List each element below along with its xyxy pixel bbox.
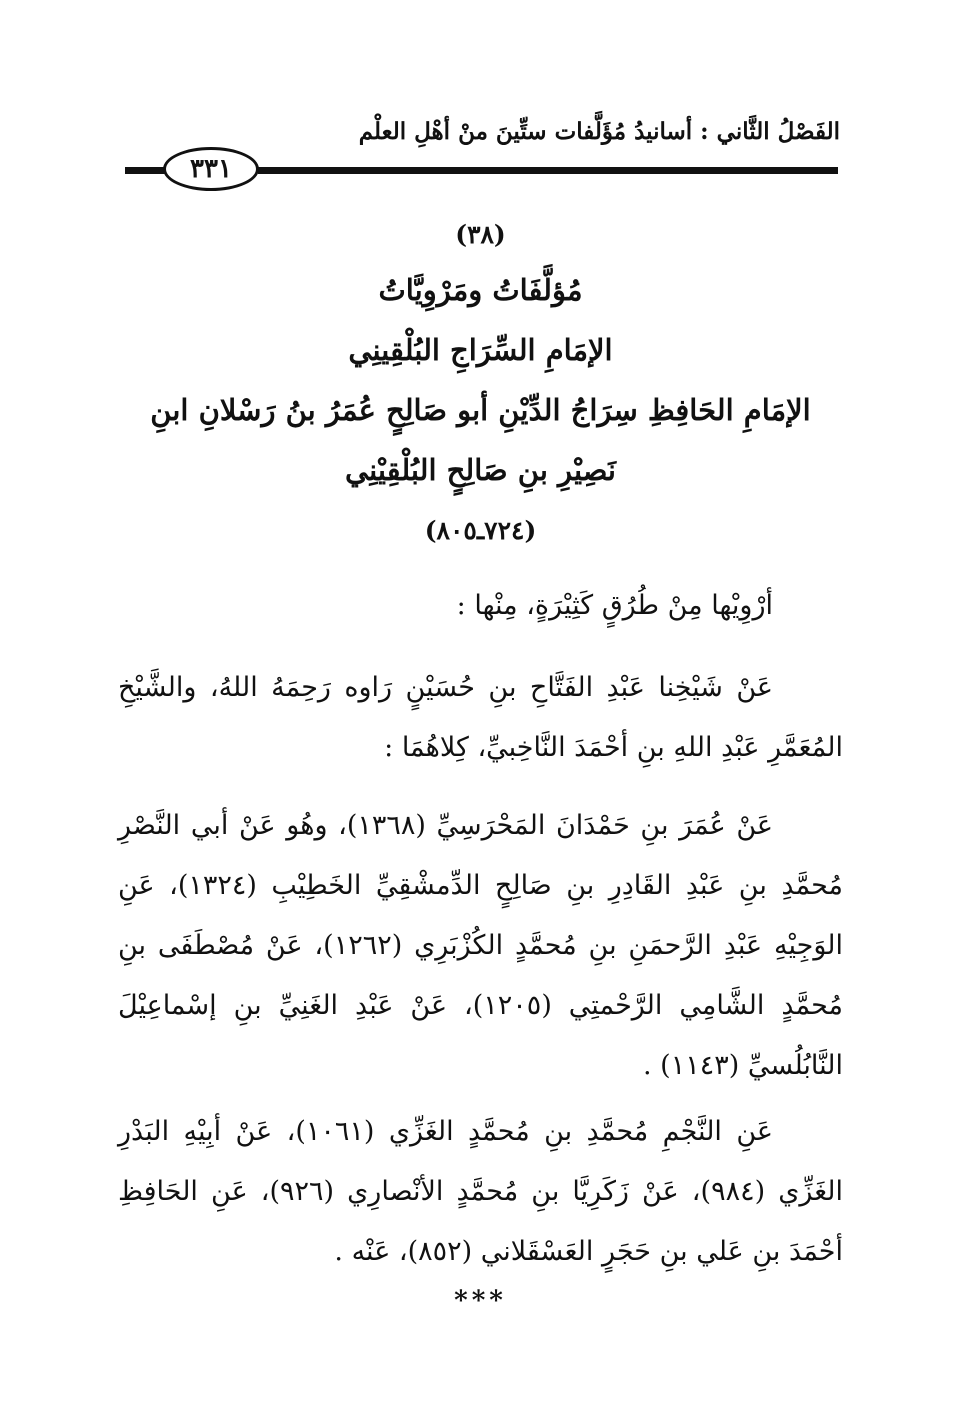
page-content — [118, 210, 843, 1316]
intro-paragraph: أرْوِيْها مِنْ طُرُقٍ كَثِيْرَةٍ، مِنْها : — [456, 590, 773, 621]
running-header-title: الفَصْلُ الثَّاني : أسانيدُ مُؤَلَّفات ستِّينَ منْ أهْلِ العلْم — [358, 118, 840, 145]
page-number-badge — [163, 147, 259, 191]
chain-paragraph-1: عَنْ شَيْخِنا عَبْدِ الفَتَّاحِ بنِ حُسَيْنٍ رَاوه رَحِمَهُ اللهُ، والشَّيْخِ المُعَمَّرِ عَبْدِ اللهِ بنِ أحْمَدَ النَّاخِبيِّ، كِلاهُمَا : — [118, 672, 843, 763]
entry-heading: مُؤلَّفَاتُ ومَرْوِيَّاتُ — [378, 273, 583, 307]
entry-dates: (٧٢٤ـ٨٠٥) — [424, 516, 537, 545]
header-rule-right — [258, 167, 838, 174]
entry-short-name: الإمَامِ السِّرَاجِ البُلْقِينِي — [348, 333, 613, 367]
chain-paragraph-2: عَنْ عُمَرَ بنِ حَمْدَانَ المَحْرَسِيِّ (١٣٦٨)، وهُو عَنْ أبي النَّصْرِ مُحمَّدِ بنِ عَبْدِ القَادِرِ بنِ صَالِحٍ الدِّمشْقِيِّ الخَطِيْبِ (١٣٢٤)، عَنِ الوَجِيْهِ عَبْدِ الرَّحمَنِ بنِ مُحمَّدٍ الكُزْبَرِي (١٢٦٢)، عَنْ مُصْطَفَى بنِ مُحمَّدٍ الشَّامِي الرَّحْمتِي (١٢٠٥)، عَنْ عَبْدِ الغَنِيِّ بنِ إسْماعِيْلَ النَّابُلُسيِّ (١١٤٣) . — [118, 810, 843, 1081]
page-number: ٣٣١ — [190, 154, 232, 184]
entry-number: (٣٨) — [455, 220, 506, 249]
chain-paragraph-3: عَنِ النَّجْمِ مُحمَّدِ بنِ مُحمَّدٍ الغَزِّي (١٠٦١)، عَنْ أبِيْهِ البَدْرِ الغَزِّي (٩٨٤)، عَنْ زَكَرِيَّا بنِ مُحمَّدٍ الأنْصارِي (٩٢٦)، عَنِ الحَافِظِ أحْمَدَ بنِ عَلي بنِ حَجَرٍ العَسْقَلاني (٨٥٢)، عَنْه . — [118, 1116, 843, 1267]
header-rule-left — [125, 167, 165, 174]
section-separator: *** — [454, 1286, 507, 1316]
entry-full-name: الإمَامِ الحَافِظِ سِرَاجُ الدِّيْنِ أبو صَالِحٍ عُمَرُ بنُ رَسْلانِ ابنِ نَصِيْرِ بنِ صَالِحٍ البُلْقِيْنِي — [150, 393, 811, 487]
